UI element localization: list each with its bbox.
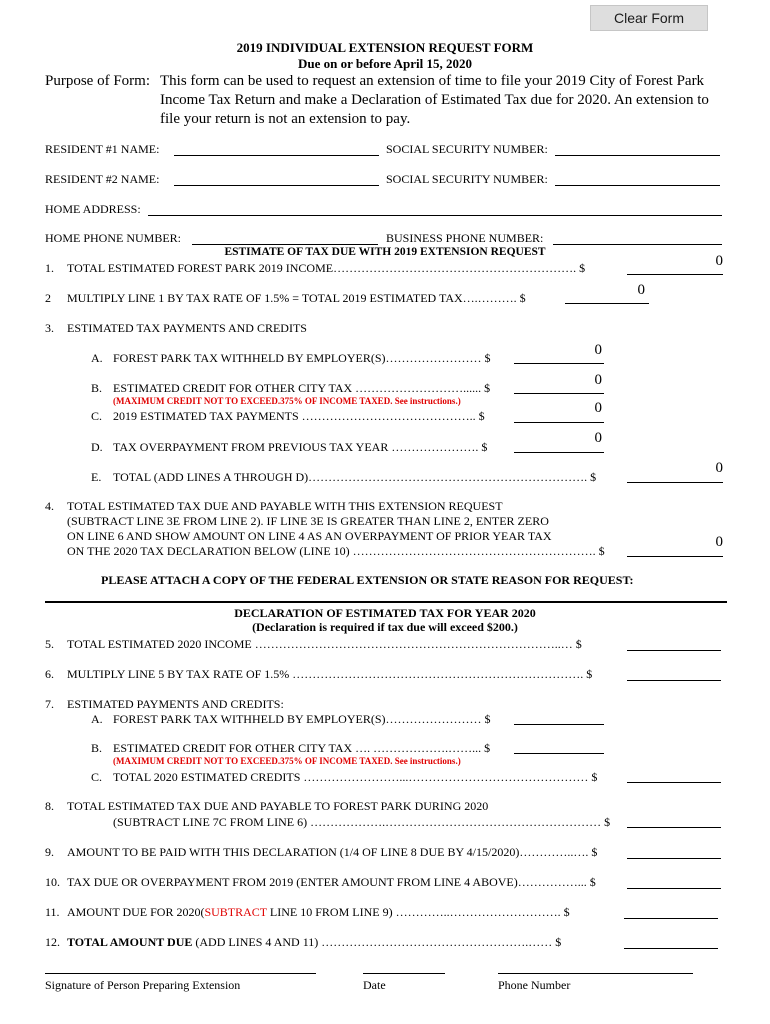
line3a-value[interactable]: 0 [594, 342, 602, 358]
line3e-value[interactable]: 0 [715, 460, 723, 476]
line2-number: 2 [45, 291, 51, 305]
line5-field[interactable] [627, 650, 721, 651]
line3-text: ESTIMATED TAX PAYMENTS AND CREDITS [67, 321, 307, 335]
line3e-underline [627, 482, 723, 483]
purpose-text-3: file your return is not an extension to pay. [160, 111, 411, 127]
line1-value[interactable]: 0 [715, 253, 723, 269]
attach-notice: PLEASE ATTACH A COPY OF THE FEDERAL EXTENSION OR STATE REASON FOR REQUEST: [101, 573, 634, 587]
line7b-letter: B. [91, 741, 103, 755]
line3a-underline [514, 363, 604, 364]
line10-number: 10. [45, 875, 60, 889]
line2-text: MULTIPLY LINE 1 BY TAX RATE OF 1.5% = TOTAL 2019 ESTIMATED TAX….………. $ [67, 291, 526, 305]
line2-value[interactable]: 0 [637, 282, 645, 298]
purpose-label: Purpose of Form: [45, 73, 150, 89]
line11-text-post: LINE 10 FROM LINE 9) …………..………………………. $ [266, 905, 570, 919]
line4-underline [627, 556, 723, 557]
line12-text [67, 935, 561, 949]
line7b-text: ESTIMATED CREDIT FOR OTHER CITY TAX …. ……………….……... $ [113, 741, 491, 755]
phone-number-label: Phone Number [498, 978, 571, 992]
line1-text: TOTAL ESTIMATED FOREST PARK 2019 INCOME……………………………………………………. $ [67, 261, 586, 275]
line6-field[interactable] [627, 680, 721, 681]
line11-text-subtract: SUBTRACT [204, 905, 267, 919]
line10-field[interactable] [627, 888, 721, 889]
line4-text-1: TOTAL ESTIMATED TAX DUE AND PAYABLE WITH THIS EXTENSION REQUEST [67, 499, 503, 513]
line7c-field[interactable] [627, 782, 721, 783]
purpose-text-2: Income Tax Return and make a Declaration of Estimated Tax due for 2020. An extension to [160, 92, 709, 108]
resident2-name-field[interactable] [174, 185, 379, 186]
line7a-field[interactable] [514, 724, 604, 725]
line7c-text: TOTAL 2020 ESTIMATED CREDITS ……………………...……………………………………… $ [113, 770, 598, 784]
line3d-text: TAX OVERPAYMENT FROM PREVIOUS TAX YEAR …………………. $ [113, 440, 488, 454]
line1-number: 1. [45, 261, 54, 275]
line1-underline [627, 274, 723, 275]
section2-title: DECLARATION OF ESTIMATED TAX FOR YEAR 2020 [234, 606, 536, 620]
section1-title: ESTIMATE OF TAX DUE WITH 2019 EXTENSION REQUEST [224, 246, 546, 258]
line4-text-4: ON THE 2020 TAX DECLARATION BELOW (LINE 10) ……………………………………………………. $ [67, 544, 605, 558]
line5-number: 5. [45, 637, 54, 651]
signature-label: Signature of Person Preparing Extension [45, 978, 241, 992]
line3c-letter: C. [91, 409, 103, 423]
home-phone-label: HOME PHONE NUMBER: [45, 231, 182, 245]
line3d-underline [514, 452, 604, 453]
resident1-name-field[interactable] [174, 155, 379, 156]
line3c-value[interactable]: 0 [594, 400, 602, 416]
line4-text-3: ON LINE 6 AND SHOW AMOUNT ON LINE 4 AS AN OVERPAYMENT OF PRIOR YEAR TAX [67, 529, 552, 543]
line8-number: 8. [45, 799, 54, 813]
business-phone-label: BUSINESS PHONE NUMBER: [386, 231, 544, 245]
line3b-value[interactable]: 0 [594, 372, 602, 388]
line12-text-post: (ADD LINES 4 AND 11) …………………………………………….…… $ [192, 935, 562, 949]
date-field[interactable] [363, 973, 445, 974]
line7c-letter: C. [91, 770, 103, 784]
line7a-letter: A. [91, 712, 103, 726]
line7a-text: FOREST PARK TAX WITHHELD BY EMPLOYER(S)…………………… $ [113, 712, 491, 726]
line7-text: ESTIMATED PAYMENTS AND CREDITS: [67, 697, 284, 711]
line4-text-2: (SUBTRACT LINE 3E FROM LINE 2). IF LINE 3E IS GREATER THAN LINE 2, ENTER ZERO [67, 514, 549, 528]
line3e-text: TOTAL (ADD LINES A THROUGH D)……………………………………………………………. $ [113, 470, 597, 484]
line11-field[interactable] [624, 918, 718, 919]
line8-text-1: TOTAL ESTIMATED TAX DUE AND PAYABLE TO FOREST PARK DURING 2020 [67, 799, 489, 813]
form-title: 2019 INDIVIDUAL EXTENSION REQUEST FORM [236, 40, 534, 55]
line5-text: TOTAL ESTIMATED 2020 INCOME …………………………………………………………………..… $ [67, 637, 582, 651]
line3b-underline [514, 393, 604, 394]
line3c-underline [514, 422, 604, 423]
line7b-note: (MAXIMUM CREDIT NOT TO EXCEED.375% OF INCOME TAXED. See instructions.) [113, 756, 461, 766]
line2-underline [565, 303, 649, 304]
ssn2-field[interactable] [555, 185, 720, 186]
line3b-text: ESTIMATED CREDIT FOR OTHER CITY TAX ………………………...... $ [113, 381, 491, 395]
line6-text: MULTIPLY LINE 5 BY TAX RATE OF 1.5% ………………………………………………………………. $ [67, 667, 593, 681]
ssn2-label: SOCIAL SECURITY NUMBER: [386, 172, 548, 186]
line12-field[interactable] [624, 948, 718, 949]
line7b-field[interactable] [514, 753, 604, 754]
ssn1-field[interactable] [555, 155, 720, 156]
line9-text: AMOUNT TO BE PAID WITH THIS DECLARATION (1/4 OF LINE 8 DUE BY 4/15/2020)…………..…. $ [67, 845, 598, 859]
line8-text-2: (SUBTRACT LINE 7C FROM LINE 6) ……………….……………………………………………… $ [113, 815, 611, 829]
line3-number: 3. [45, 321, 54, 335]
signature-field[interactable] [45, 973, 316, 974]
section-divider [45, 601, 727, 603]
line12-number: 12. [45, 935, 60, 949]
purpose-text-1: This form can be used to request an extension of time to file your 2019 City of Forest Park [160, 73, 705, 89]
line10-text: TAX DUE OR OVERPAYMENT FROM 2019 (ENTER AMOUNT FROM LINE 4 ABOVE)……………... $ [67, 875, 596, 889]
home-address-field[interactable] [148, 215, 722, 216]
line7-number: 7. [45, 697, 54, 711]
section2-subtitle: (Declaration is required if tax due will exceed $200.) [252, 620, 518, 634]
line8-field[interactable] [627, 827, 721, 828]
line11-text-pre: AMOUNT DUE FOR 2020( [67, 905, 205, 919]
line3c-text: 2019 ESTIMATED TAX PAYMENTS …………………………………….. $ [113, 409, 485, 423]
line3b-letter: B. [91, 381, 103, 395]
line3a-text: FOREST PARK TAX WITHHELD BY EMPLOYER(S)…………………… $ [113, 351, 491, 365]
line3b-note: (MAXIMUM CREDIT NOT TO EXCEED.375% OF INCOME TAXED. See instructions.) [113, 396, 461, 406]
date-label: Date [363, 978, 386, 992]
line3a-letter: A. [91, 351, 103, 365]
line4-number: 4. [45, 499, 54, 513]
home-address-label: HOME ADDRESS: [45, 202, 141, 216]
line12-text-bold: TOTAL AMOUNT DUE [67, 935, 193, 949]
phone-number-field[interactable] [498, 973, 693, 974]
resident2-name-label: RESIDENT #2 NAME: [45, 172, 160, 186]
line9-number: 9. [45, 845, 54, 859]
line4-value[interactable]: 0 [715, 534, 723, 550]
line3d-letter: D. [91, 440, 103, 454]
line11-text [67, 905, 570, 919]
line6-number: 6. [45, 667, 54, 681]
line3d-value[interactable]: 0 [594, 430, 602, 446]
clear-form-button[interactable]: Clear Form [590, 5, 708, 31]
line9-field[interactable] [627, 858, 721, 859]
ssn1-label: SOCIAL SECURITY NUMBER: [386, 142, 548, 156]
due-date: Due on or before April 15, 2020 [298, 56, 472, 71]
line3e-letter: E. [91, 470, 102, 484]
line11-number: 11. [45, 905, 60, 919]
resident1-name-label: RESIDENT #1 NAME: [45, 142, 160, 156]
